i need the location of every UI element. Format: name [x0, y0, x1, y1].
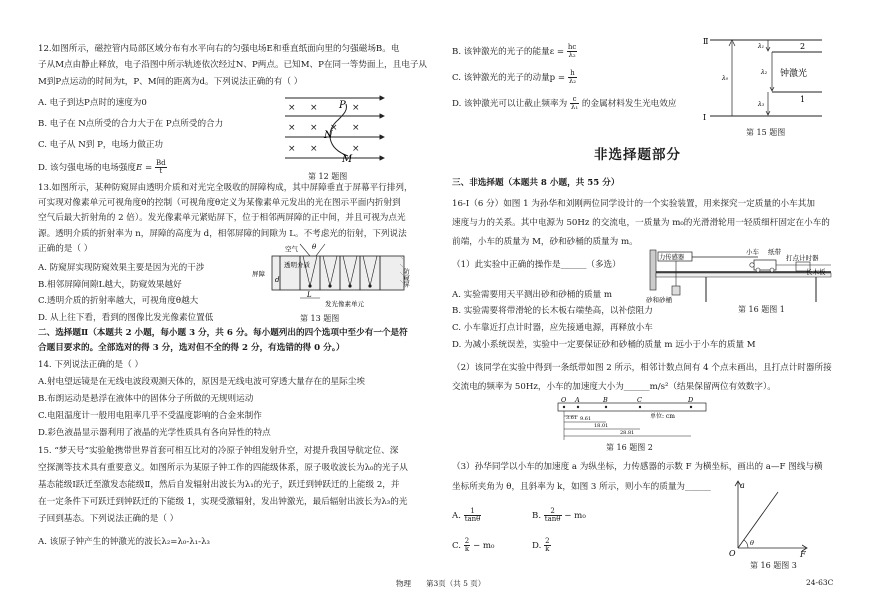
svg-text:×: × [352, 144, 360, 154]
q12-line-3: M到P点运动的时间为t，P、M间的距离为d。下列说法正确的有（ ） [38, 77, 303, 87]
footer-subject: 物理 [396, 579, 411, 588]
q12-option-d: D. 该匀强电场的电场强度E = $\frac{Bd}{t}$ [38, 159, 166, 175]
axis-label-f: F [800, 550, 806, 558]
label-board: 长木板 [806, 268, 826, 276]
q15-line-4: 在一定条件下可跃迁到钟跃迁的下能级 1，实现受激辐射，发出钟激光，最后辐射出波长为λ₃的光 [38, 497, 408, 507]
tape-distance-oa: 3.61 [566, 415, 578, 421]
label-force-sensor: 力传感器 [659, 254, 685, 261]
label-tape: 纸带 [768, 248, 781, 256]
q16-part-2-line-2: 交流电的频率为 50Hz，小车的加速度大小为______m/s²（结果保留两位有效数字）。 [452, 382, 776, 392]
q15-line-1: 15. “梦天号”实验舱携带世界首套可相互比对的冷原子钟组发射升空，对提升我国导航定位、深 [38, 446, 399, 456]
label-lambda1: λ₁ [758, 43, 765, 50]
svg-text:×: × [330, 123, 338, 133]
q16-part-1: （1）此实验中正确的操作是______（多选） [452, 260, 621, 270]
q13-line-1: 13.如图所示，某种防窥屏由透明介质和对光完全吸收的屏障构成，其中屏障垂直于屏幕平行排列， [38, 183, 413, 193]
label-l: L [307, 291, 312, 299]
label-n: N [324, 130, 333, 141]
svg-text:×: × [288, 123, 296, 133]
q15-option-b: B. 该钟激光的光子的能量ε = $\frac{hc}{\text{λ₂}}$ [452, 43, 577, 59]
q16-line-3: 前端，小车的质量为 M，砂和砂桶的质量为 m。 [452, 237, 638, 247]
tape-point-o: O [561, 396, 567, 404]
axis-label-a: a [740, 481, 745, 490]
figure-16-3-graph [726, 478, 810, 558]
figure-15-energy-levels [702, 34, 830, 126]
figure-12-field-diagram [280, 92, 390, 168]
label-d: d [275, 276, 280, 284]
section-2-line-1: 二、选择题Ⅱ（本题共 2 小题，每小题 3 分，共 6 分。每小题列出的四个选项中至少有一个是符 [38, 328, 408, 338]
q15-option-a: A. 该原子钟产生的钟激光的波长λ₂=λ₀-λ₁-λ₃ [38, 537, 210, 547]
label-medium: 透明介质 [284, 261, 310, 269]
svg-text:×: × [310, 123, 318, 133]
q16-part-3-option-c: C. $\frac{2}{k}$ − m₀ [452, 537, 495, 553]
label-lambda2: λ₂ [761, 69, 768, 76]
label-p: P [339, 100, 346, 111]
tape-point-c: C [637, 396, 642, 404]
label-level-ii: Ⅱ [703, 37, 709, 46]
label-air: 空气 [285, 245, 298, 253]
label-level-i: Ⅰ [703, 113, 707, 122]
q12-line-2: 子从M点由静止释放，电子沿图中所示轨迹依次经过N、P两点。已知M、P在同一等势面上，且电子从 [38, 60, 428, 70]
q16-part-2-line-1: （2）该同学在实验中得到一条纸带如图 2 所示，相邻计数点间有 4 个点未画出，且打点计时器所接 [452, 363, 832, 373]
q13-line-4: 源。透明介质的折射率为 n，屏障的高度为 d，相邻屏障的间隙为 L。不考虑光的衍射，下列说法 [38, 229, 407, 239]
q15-option-d: D. 该钟激光可以让截止频率为 $\frac{c}{\text{λ₁}}$ 的金属材料发生光电效应 [452, 95, 677, 111]
q16-part-3-option-a: A. $\frac{1}{\tan\theta}$ [452, 507, 481, 523]
q13-option-d: D. 从上往下看，看到的图像比发光像素位置低 [38, 313, 214, 323]
q13-option-a: A. 防窥屏实现防窥效果主要是因为光的干涉 [38, 263, 205, 273]
q12-option-b: B. 电子在 N点所受的合力大于在 P点所受的合力 [38, 119, 224, 129]
q13-option-c: C.透明介质的折射率越大，可视角度θ越大 [38, 296, 199, 306]
q16-part-3-line-2: 坐标所夹角为 θ，且斜率为 k，如图 3 所示，则小车的质量为______ [452, 482, 711, 492]
q15-line-5: 子回到基态。下列说法正确的是（ ） [38, 514, 179, 524]
q16-line-1: 16-Ⅰ（6 分）如图 1 为孙华和刘刚两位同学设计的一个实验装置，用来探究一定质量的小车其加 [452, 199, 815, 209]
q14-option-d: D.彩色液晶显示器利用了液晶的光学性质具有各向异性的特点 [38, 428, 271, 438]
footer-exam-code: 24-63C [806, 578, 834, 587]
q16-line-2: 速度与力的关系。其中电源为 50Hz 的交流电，一质量为 m₀的光滑滑轮用一轻质细杆固定在小车的 [452, 218, 830, 228]
q16-part-1-option-a: A. 实验需要用天平测出砂和砂桶的质量 m [452, 290, 613, 300]
svg-text:×: × [310, 144, 318, 154]
label-lambda3: λ₃ [758, 101, 765, 108]
svg-text:×: × [288, 103, 296, 113]
label-theta: θ [312, 243, 317, 251]
q12-option-c: C. 电子从 N到 P，电场力做正功 [38, 140, 164, 150]
label-privacy-screen: 防窥屏 [402, 268, 410, 288]
q12-option-a: A. 电子到达P点时的速度为0 [38, 98, 147, 108]
section-title-non-choice: 非选择题部分 [594, 147, 681, 163]
q15-line-3: 基态能级Ⅰ跃迁至激发态能级Ⅱ，然后自发辐射出波长为λ₁的光子，跃迁到钟跃迁的上能级 2，并 [38, 480, 400, 490]
tape-point-d: D [688, 396, 694, 404]
label-timer: 打点计时器 [786, 254, 819, 262]
tape-distance-oc: 18.01 [594, 423, 609, 429]
label-barrier: 屏障 [252, 270, 265, 278]
q15-option-c: C. 该钟激光的光子的动量p = $\frac{h}{\text{λ₂}}$ [452, 69, 577, 85]
q16-part-3-line-1: （3）孙华同学以小车的加速度 a 为纵坐标，力传感器的示数 F 为横坐标，画出的 a—F 图线与横 [452, 462, 823, 472]
label-sand-bucket: 砂和砂桶 [646, 296, 672, 304]
q16-part-3-option-d: D. $\frac{2}{k}$ [532, 537, 550, 553]
figure-16-1-caption: 第 16 题图 1 [738, 305, 785, 314]
label-m: M [342, 154, 353, 165]
figure-16-2-caption: 第 16 题图 2 [606, 443, 653, 452]
tape-point-a: A [575, 396, 580, 404]
q16-part-1-option-d: D. 为减小系统误差，实验中一定要保证砂和砂桶的质量 m 远小于小车的质量 M [452, 340, 756, 350]
svg-text:×: × [288, 144, 296, 154]
label-cart: 小车 [746, 248, 759, 256]
tape-point-b: B [603, 396, 608, 404]
tape-distance-od: 28.81 [620, 430, 635, 436]
tape-unit: 单位: cm [650, 413, 675, 420]
q13-option-b: B.相邻屏障间隙L越大，防窥效果越好 [38, 280, 182, 290]
tape-distance-ob: 9.61 [580, 416, 592, 422]
section-3-header: 三、非选择题（本题共 8 小题，共 55 分） [452, 178, 620, 188]
q14-option-c: C.电阻温度计一般用电阻率几乎不受温度影响的合金来制作 [38, 411, 262, 421]
svg-text:×: × [352, 103, 360, 113]
q13-line-3: 空气后最大折射角的 2 倍）。发光像素单元紧贴屏下，位于相邻两屏障的正中间，并且可视为点光 [38, 213, 406, 223]
q13-line-5: 正确的是（ ） [38, 244, 93, 254]
q16-part-3-option-b: B. $\frac{2}{\tan\theta}$ − m₀ [532, 507, 586, 523]
figure-12-caption: 第 12 题图 [308, 172, 348, 181]
label-level-1: 1 [800, 95, 806, 104]
figure-16-2-tape [548, 396, 714, 442]
figure-16-3-caption: 第 16 题图 3 [750, 561, 797, 570]
q13-line-2: 可实现对像素单元可视角度θ的控制（可视角度θ定义为某像素单元发出的光在图示平面内折射到 [38, 198, 401, 208]
label-level-2: 2 [800, 42, 806, 51]
q16-part-1-option-c: C. 小车靠近打点计时器，应先接通电源，再释放小车 [452, 323, 653, 333]
q14-option-a: A.射电望远镜是在无线电波段观测天体的，原因是无线电波可穿透大量存在的星际尘埃 [38, 377, 365, 387]
q14-stem: 14. 下列说法正确的是（ ） [38, 360, 144, 370]
axis-origin-o: O [729, 549, 736, 558]
section-2-line-2: 合题目要求的。全部选对的得 3 分，选对但不全的得 2 分，有选错的得 0 分。） [38, 343, 345, 353]
q15-line-2: 空探测等技术具有重要意义。如图所示为某原子钟工作的四能级体系，原子吸收波长为λ₀的光子从 [38, 463, 408, 473]
angle-theta: θ [750, 539, 754, 547]
label-pixel: 发光像素单元 [325, 300, 364, 308]
footer-page-number: 第3页（共 5 页） [426, 579, 486, 588]
label-clock-laser: 钟激光 [780, 69, 808, 79]
q12-line-1: 12.如图所示，磁控管内局部区域分布有水平向右的匀强电场E和垂直纸面向里的匀强磁场B。电 [38, 44, 400, 54]
figure-13-screen-diagram [250, 240, 420, 318]
q14-option-b: B.布朗运动是悬浮在液体中的固体分子所做的无规则运动 [38, 394, 254, 404]
svg-text:×: × [310, 103, 318, 113]
figure-13-caption: 第 13 题图 [300, 314, 340, 323]
figure-16-1-apparatus [646, 244, 836, 312]
svg-text:×: × [352, 123, 360, 133]
figure-15-caption: 第 15 题图 [746, 128, 786, 137]
q16-part-1-option-b: B. 实验需要将带滑轮的长木板右端垫高，以补偿阻力 [452, 306, 653, 316]
label-lambda0: λ₀ [722, 75, 729, 82]
